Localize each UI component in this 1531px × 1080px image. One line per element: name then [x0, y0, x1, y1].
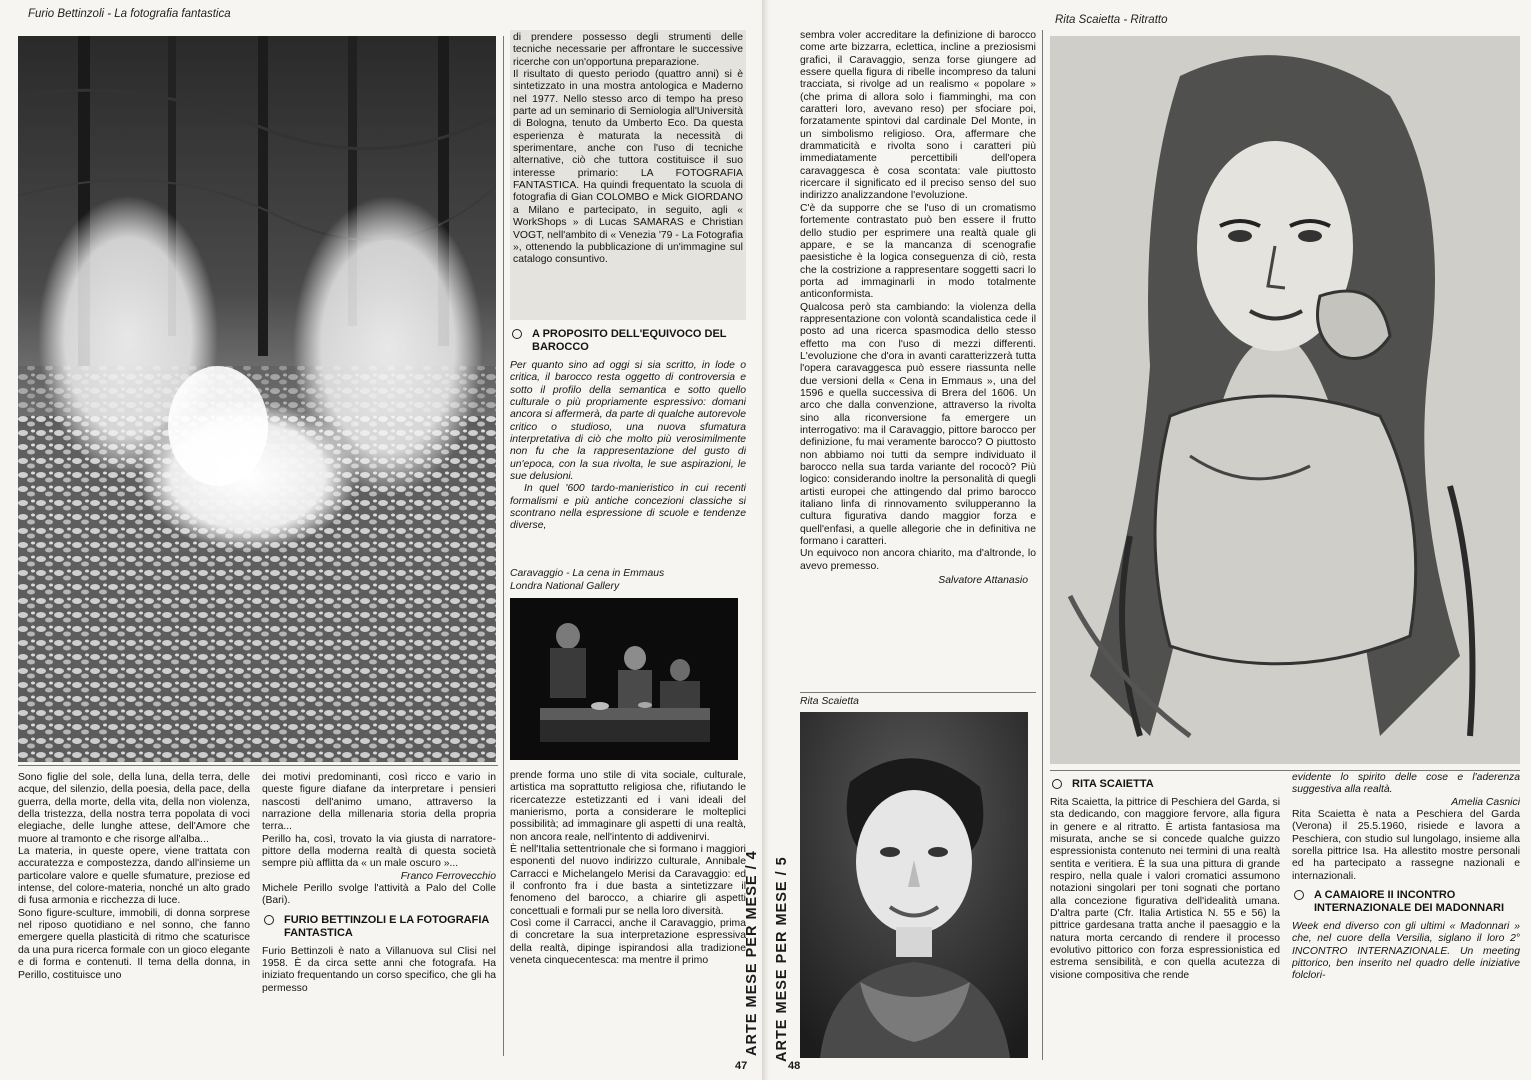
paragraph: prende forma uno stile di vita sociale, culturale, artistica ma soprattutto religiosa che, rifiutando le ricercatezze estetizzanti ed i vani ideali del manierismo, porta a considerare le molteplici possibilità; ad immaginare gli aspetti di una realtà, non ancora reale, nell'intento di addivenirvi.: [510, 770, 746, 843]
paragraph: Sono figlie del sole, della luna, della terra, delle acque, del silenzio, della poesia, della pace, della guerra, della morte, della vita, della non violenza, della tristezza, della nostra terra popolata di voci elegiache, delle lunghe attese, dell'Amore che muore al tramonto e che risorge all'alba...: [18, 772, 250, 845]
page-number: 47: [735, 1060, 748, 1072]
circle-bullet-icon: [264, 915, 274, 925]
caravaggio-cena-emmaus-image: [510, 598, 738, 760]
paragraph: dei motivi predominanti, così ricco e vario in queste figure diafane da interpretare i pensieri nascosti dell'animo umano, attraverso la narrazione della millenaria storia della propria terra...: [262, 772, 496, 833]
rita-scaietta-photo: [800, 712, 1028, 1058]
paragraph: evidente lo spirito delle cose e l'aderenza suggestiva alla realtà.: [1292, 772, 1520, 796]
paragraph: Michele Perillo svolge l'attività a Palo del Colle (Bari).: [262, 883, 496, 907]
paragraph: Perillo ha, così, trovato la via giusta di narratore-pittore della moderna realtà di questa società sempre più afflitta da « un male oscuro »...: [262, 833, 496, 870]
section-heading-barocco: A PROPOSITO DELL'EQUIVOCO DEL BAROCCO: [510, 328, 746, 354]
vertical-section-label: ARTE MESE PER MESE / 5: [774, 856, 790, 1062]
author-signature: Amelia Casnici: [1451, 796, 1520, 808]
vertical-section-label: ARTE MESE PER MESE / 4: [744, 850, 760, 1056]
article-perillo-col1: [18, 772, 250, 1062]
section-rule: [1050, 770, 1520, 771]
circle-bullet-icon: [512, 329, 522, 339]
section-rule: [18, 765, 498, 766]
circle-bullet-icon: [1294, 890, 1304, 900]
section-heading-bettinzoli: FURIO BETTINZOLI E LA FOTOGRAFIA FANTASTICA: [262, 914, 496, 940]
page-number: 48: [788, 1060, 801, 1072]
paragraph: Furio Bettinzoli è nato a Villanuova sul Clisi nel 1958. È da circa sette anni che fotografa. Ha iniziato frequentando un corso specifico, che gli ha permesso: [262, 945, 496, 994]
paragraph: di prendere possesso degli strumenti delle tecniche necessarie per affrontare le successive ricerche con un'opportuna preparazione.: [513, 32, 743, 68]
paragraph: Per quanto sino ad oggi si sia scritto, in lode o critica, il barocco resta oggetto di controversia e sotto il profilo della semantica e sotto quello culturale o più propriamente espressivo: domani ancora si affermerà, da parte di qualche autorevole critico o studioso, una nuova sfumatura interpretativa di ciò che molto più verosimilmente non fu che la rappresentazione del gusto di un'epoca, con la sua rivolta, le sue aspirazioni, le sue delusioni.: [510, 360, 746, 483]
rita-scaietta-ritratto-painting: [1050, 36, 1520, 764]
column-rule: [1042, 30, 1043, 1060]
fotografia-fantastica-photo: [18, 36, 496, 762]
paragraph: Un equivoco non ancora chiarito, ma d'altronde, lo avevo premesso.: [800, 548, 1036, 572]
right-page: [770, 0, 1531, 1080]
paragraph: Rita Scaietta, la pittrice di Peschiera del Garda, si sta dedicando, con maggiore fervore, alla figura in genere e al ritratto. È artista fantasiosa ma misurata, anche se si concede qualche guizzo espressionista contenuto nei termini di una realtà sentita e veritiera. È la sua una pittura di grande respiro, nella quale i valori cromatici assumono notazioni singolari per toni sognati che portano alla concezione figurativa dell'idealità umana. D'altra parte (Cfr. Italia Artistica N. 55 e 56) la pittrice gardesana tratta anche il paesaggio e la natura morta cercando di rendere il processo evolutivo pittorico con forza espressionistica ed estrema sensibilità, e con quella acutezza di visione compositiva che rende: [1050, 797, 1280, 981]
article-barocco-col3: [510, 770, 746, 1060]
caravaggio-caption: Caravaggio - La cena in Emmaus Londra National Gallery: [510, 568, 665, 592]
article-perillo-col2: [262, 772, 496, 1062]
paragraph: Rita Scaietta è nata a Peschiera del Garda (Verona) il 25.5.1960, risiede e lavora a Peschiera, con studio sul lungolago, insieme alla sorella pittrice Isa. Ha allestito mostre personali ed ha partecipato a rassegne nazionali e internazionali.: [1292, 809, 1520, 882]
photo-caption-bettinzoli: Furio Bettinzoli - La fotografia fantastica: [28, 8, 231, 20]
paragraph: Qualcosa però sta cambiando: la violenza della rappresentazione con volontà scandalistica cede il posto ad una ricerca spasmodica dello stesso effetto ma con l'uso di mezzi differenti. L'evoluzione che d'ora in avanti caratterizzerà tutta l'opera caravaggesca può essere riassunta nelle due versioni della « Cena in Emmaus », una del 1596 e quella successiva di Brera del 1606. Un arco che dalla convenzione, attraverso la rivolta sino alla riconversione fa emergere un interrogativo: ma il Caravaggio, pittore barocco per definizione, fu mai veramente barocco? O piuttosto non abbiamo noi tutti da sempre individuato il barocco nella sua tarda variante del rococò? Più logico: considerando inoltre la personalità di quegli artisti europei che attingendo dal primo barocco italiano linfa di rinnovamento svilupperanno la cultura figurativa dando maggior forza e quell'enfasi, a quelle allegorie che in definitiva ne formano i caratteri.: [800, 301, 1036, 548]
section-rule: [800, 692, 1036, 693]
paragraph: C'è da supporre che se l'uso di un cromatismo fortemente contrastato può ben essere il frutto dello studio per esprimere una realtà quale gli appare, e se la mancanza di scenografie paesistiche è la logica conseguenza di ciò, resta che la costrizione a rappresentare soggetti sacri lo porta ad immaginarli in modo totalmente anticonformista.: [800, 202, 1036, 301]
photo-caption-scaietta: Rita Scaietta: [800, 696, 859, 707]
author-signature: Salvatore Attanasio: [938, 575, 1028, 587]
paragraph: In quel '600 tardo-manieristico in cui recenti formalismi e più antiche concezioni classiche si scontrano nella espressione di scuole e tendenze diverse,: [510, 483, 746, 532]
paragraph: Così come il Carracci, anche il Caravaggio, prima di concretare la sua interpretazione espressiva della realtà, dipinge ispirandosi alla tradizione veneta cinquecentesca: ma mentre il primo: [510, 918, 746, 967]
article-barocco-col4: [800, 30, 1036, 690]
article-scaietta-col2: [1292, 772, 1520, 1062]
paragraph: La materia, in queste opere, viene trattata con accuratezza e compostezza, dando all'insieme un particolare valore e quelle sfumature, preziose ed intense, del colore-materia, nonché un alto grado di fusa armonia e ricchezza di luce.: [18, 846, 250, 907]
author-signature: Franco Ferrovecchio: [400, 870, 496, 882]
article-scaietta-col1: [1050, 772, 1280, 1062]
portrait-caption: Rita Scaietta - Ritratto: [1055, 14, 1168, 26]
paragraph: Sono figure-sculture, immobili, di donna sorprese nel riposo quotidiano e nel sonno, che fanno emergere quella plasticità di ritmo che scaturisce da una pura ricerca formale con un gioco elegante e di forma e contenuti. Il tema della donna, in Perillo, costituisce uno: [18, 907, 250, 981]
section-heading-camaiore: A CAMAIORE II INCONTRO INTERNAZIONALE DEI MADONNARI: [1292, 889, 1520, 915]
circle-bullet-icon: [1052, 779, 1062, 789]
paragraph: Week end diverso con gli ultimi « Madonnari » che, nel cuore della Versilia, siglano il loro 2° INCONTRO INTERNAZIONALE. Un meeting pittorico, ben inserito nel quadro delle iniziative folclori-: [1292, 921, 1520, 982]
paragraph: sembra voler accreditare la definizione di barocco come arte bizzarra, eclettica, incline a preziosismi grafici, il Caravaggio, senza forse giungere ad essere quella figura di ribelle incompreso da taluni tracciata, si rivolge ad un realismo « popolare » (che prima di allora solo i fiamminghi, ma con caratteri loro, avevano reso) per sfociare poi, forzatamente spintovi dal cardinale Del Monte, in un simbolismo religioso. Ora, affermare che drammaticità e rivolta sono i caratteri più immediatamente percettibili dell'opera caravaggesca è cosa scontata: vale piuttosto ricercare il significato ed il preciso senso del suo indirizzo analizzandone l'evoluzione.: [800, 30, 1036, 202]
article-barocco-intro: [510, 322, 746, 567]
paragraph: Il risultato di questo periodo (quattro anni) si è sintetizzato in una mostra antologica e Maderno nel 1977. Nello stesso arco di tempo ha preso parte ad un seminario di Semiologia all'Università di Bologna, tenuto da Umberto Eco. Da questa esperienza è maturata la necessità di sperimentare, anche con l'uso di tecniche alternative, ciò che tuttora costituisce il suo interesse primario: LA FOTOGRAFIA FANTASTICA. Ha quindi frequentato la scuola di fotografia di Gian COLOMBO e Mick GIORDANO a Milano e partecipato, in seguito, agli « WorkShops » di Lucas SAMARAS e Christian VOGT, nell'ambito di « Venezia '79 - La Fotografia », ottenendo la pubblicazione di un'immagine sul catalogo consuntivo.: [513, 69, 743, 266]
section-heading-scaietta: RITA SCAIETTA: [1050, 778, 1280, 791]
article-bettinzoli-cont: [510, 30, 746, 320]
paragraph: È nell'Italia settentrionale che si formano i maggiori esponenti del nuovo indirizzo culturale, Annibale Carracci e Michelangelo Merisi da Caravaggio: ed il confronto fra i due basta a sintetizzare il fenomeno del barocco, a chiarire gli aspetti concettuali e formali pur se nella loro diversità.: [510, 844, 746, 917]
column-rule: [503, 36, 504, 1056]
